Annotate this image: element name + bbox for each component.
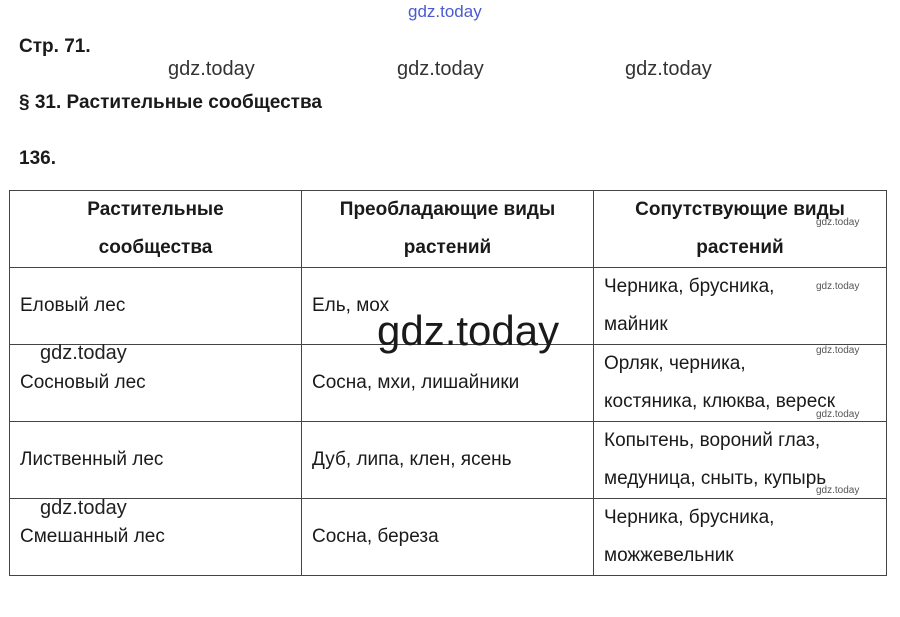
community-cell: Еловый лес	[10, 268, 302, 345]
cell-line: майник	[604, 314, 668, 335]
accompanying-cell	[594, 268, 887, 345]
header-dominant	[302, 191, 594, 268]
header-line: сообщества	[98, 237, 213, 258]
watermark-text: gdz.today	[397, 58, 484, 80]
dominant-cell: Сосна, мхи, лишайники	[302, 345, 594, 422]
cell-line: костяника, клюква, вереск	[604, 391, 836, 412]
watermark-large: gdz.today	[377, 307, 560, 354]
header-communities	[10, 191, 302, 268]
watermark-tiny: gdz.today	[816, 281, 860, 292]
cell-line: Черника, брусника,	[604, 276, 775, 297]
accompanying-cell	[594, 499, 887, 576]
cell-line: Копытень, вороний глаз,	[604, 430, 821, 451]
dominant-cell: Дуб, липа, клен, ясень	[302, 422, 594, 499]
table-row	[10, 499, 887, 576]
section-title: § 31. Растительные сообщества	[19, 92, 322, 113]
watermark-text: gdz.today	[40, 497, 127, 519]
header-line: Растительные	[87, 199, 224, 220]
plant-communities-table	[9, 190, 887, 576]
cell-line: можжевельник	[604, 545, 734, 566]
page-reference: Стр. 71.	[19, 36, 91, 57]
task-number: 136.	[19, 148, 56, 169]
community-cell: Лиственный лес	[10, 422, 302, 499]
watermark-text: gdz.today	[168, 58, 255, 80]
header-line: растений	[403, 237, 492, 258]
table-row	[10, 345, 887, 422]
header-line: растений	[696, 237, 784, 258]
cell-line: медуница, сныть, купырь	[604, 468, 827, 489]
header-accompanying	[594, 191, 887, 268]
dominant-cell: Ель, мох	[302, 268, 594, 345]
community-cell: Смешанный лес	[10, 499, 302, 576]
table-row	[10, 422, 887, 499]
watermark-text: gdz.today	[625, 58, 712, 80]
header-line: Сопутствующие виды	[635, 199, 845, 220]
table-header-row	[10, 191, 887, 268]
watermark-tiny: gdz.today	[816, 485, 860, 496]
top-watermark-logo[interactable]: gdz.today	[408, 2, 482, 21]
watermark-tiny: gdz.today	[816, 217, 860, 228]
dominant-cell: Сосна, береза	[302, 499, 594, 576]
community-cell: Сосновый лес	[10, 345, 302, 422]
header-line: Преобладающие виды	[339, 199, 556, 220]
watermark-tiny: gdz.today	[816, 409, 860, 420]
watermark-tiny: gdz.today	[816, 345, 860, 356]
cell-line: Орляк, черника,	[604, 353, 746, 374]
watermark-text: gdz.today	[40, 342, 127, 364]
cell-line: Черника, брусника,	[604, 507, 775, 528]
